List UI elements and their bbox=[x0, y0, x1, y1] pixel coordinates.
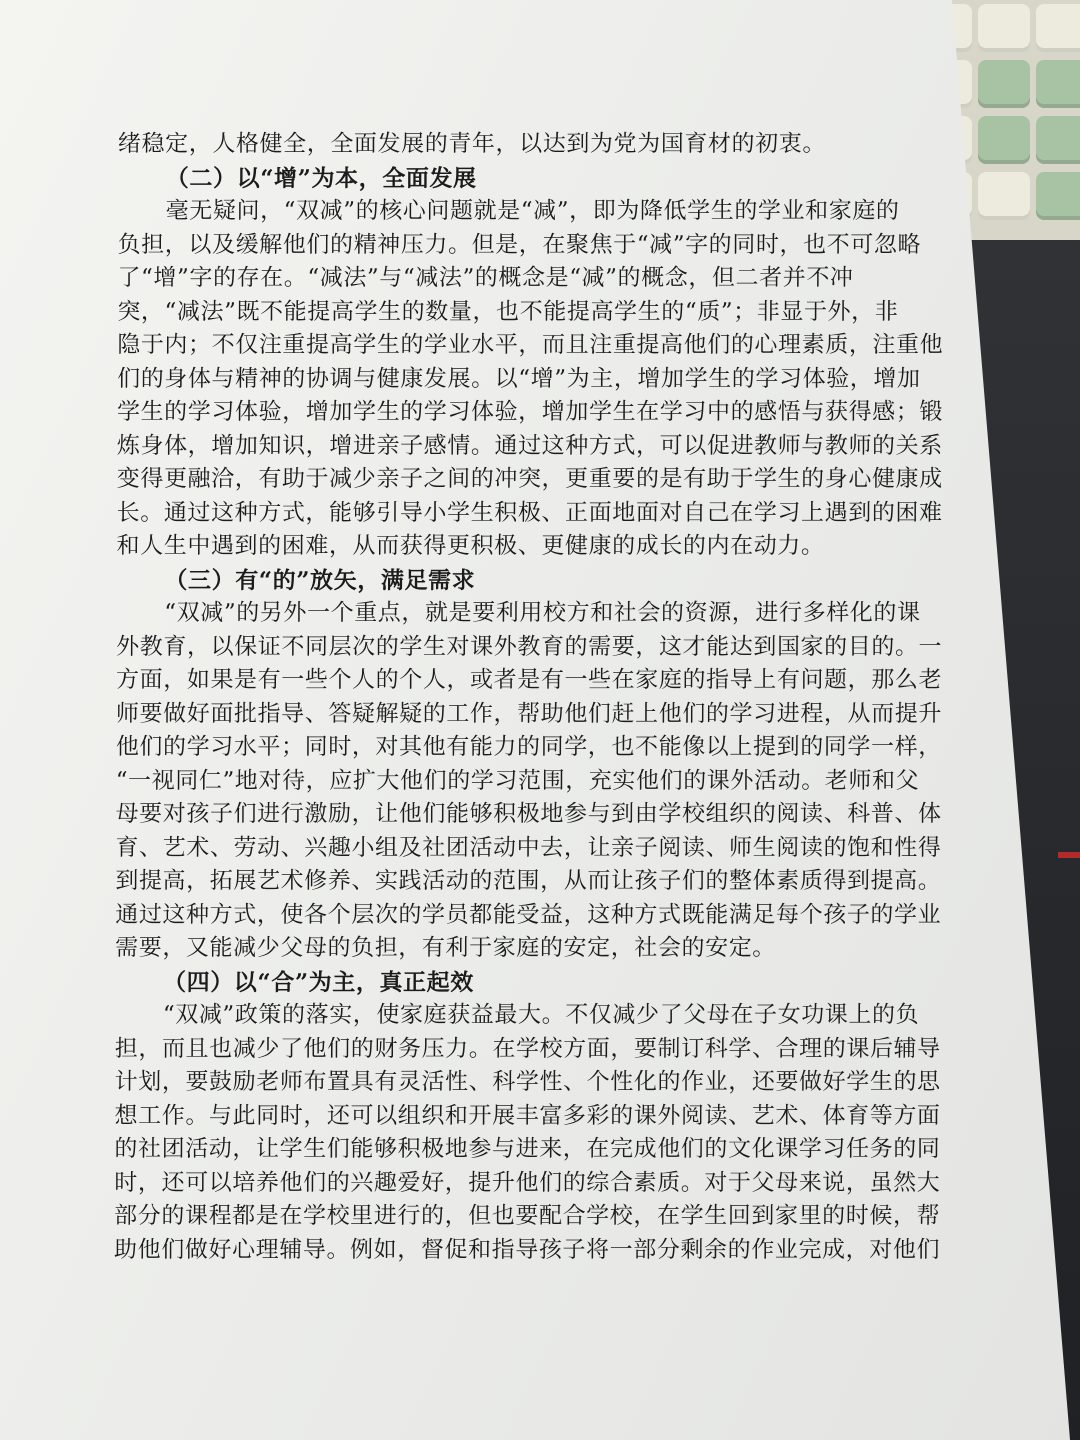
section-heading: （四）以“合”为主，真正起效 bbox=[162, 968, 474, 996]
text-line: 想工作。与此同时，还可以组织和开展丰富多彩的课外阅读、艺术、体育等方面 bbox=[114, 1102, 941, 1129]
text-line: 助他们做好心理辅导。例如，督促和指导孩子将一部分剩余的作业完成，对他们 bbox=[114, 1236, 941, 1263]
text-line: 母要对孩子们进行激励，让他们能够积极地参与到由学校组织的阅读、科普、体 bbox=[115, 801, 942, 828]
text-line: 负担，以及缓解他们的精神压力。但是，在聚焦于“减”字的同时，也不可忽略 bbox=[117, 231, 922, 258]
text-line: “一视同仁”地对待，应扩大他们的学习范围，充实他们的课外活动。老师和父 bbox=[115, 767, 920, 794]
text-line: “双减”的另外一个重点，就是要利用校方和社会的资源，进行多样化的课 bbox=[164, 600, 921, 627]
text-line: 们的身体与精神的协调与健康发展。以“增”为主，增加学生的学习体验，增加 bbox=[117, 365, 921, 392]
text-line: 的社团活动，让学生们能够积极地参与进来，在完成他们的文化课学习任务的同 bbox=[114, 1136, 941, 1163]
text-line: 变得更融洽，有助于减少亲子之间的冲突，更重要的是有助于学生的身心健康成 bbox=[116, 466, 943, 493]
document-body bbox=[114, 128, 968, 1267]
text-line: 他们的学习水平；同时，对其他有能力的同学，也不能像以上提到的同学一样， bbox=[115, 734, 942, 761]
section-heading: （二）以“增”为本，全面发展 bbox=[165, 164, 477, 192]
text-line: 和人生中遇到的困难，从而获得更积极、更健康的成长的内在动力。 bbox=[116, 533, 825, 560]
text-line: 通过这种方式，使各个层次的学员都能受益，这种方式既能满足每个孩子的学业 bbox=[115, 901, 942, 928]
text-line: 长。通过这种方式，能够引导小学生积极、正面地面对自己在学习上遇到的困难 bbox=[116, 499, 943, 526]
text-line: “双减”政策的落实，使家庭获益最大。不仅减少了父母在子女功课上的负 bbox=[162, 1002, 920, 1029]
text-line: 绪稳定，人格健全，全面发展的青年，以达到为党为国育材的初衷。 bbox=[117, 131, 826, 158]
text-line: 学生的学习体验，增加学生的学习体验，增加学生在学习中的感悟与获得感；锻 bbox=[116, 399, 944, 426]
text-line: 需要，又能减少父母的负担，有利于家庭的安定，社会的安定。 bbox=[115, 935, 776, 962]
text-line: 到提高，拓展艺术修养、实践活动的范围，从而让孩子们的整体素质得到提高。 bbox=[115, 868, 942, 895]
red-accent bbox=[1058, 852, 1080, 858]
text-line: 育、艺术、劳动、兴趣小组及社团活动中去，让亲子阅读、师生阅读的饱和性得 bbox=[115, 834, 942, 861]
text-line: 毫无疑问，“双减”的核心问题就是“减”，即为降低学生的学业和家庭的 bbox=[165, 198, 900, 225]
text-line: 突，“减法”既不能提高学生的数量，也不能提高学生的“质”；非显于外，非 bbox=[117, 298, 899, 325]
text-line: 方面，如果是有一些个人的个人，或者是有一些在家庭的指导上有问题，那么老 bbox=[116, 667, 943, 694]
text-line: 计划，要鼓励老师布置具有灵活性、科学性、个性化的作业，还要做好学生的思 bbox=[114, 1069, 941, 1096]
text-line: 隐于内；不仅注重提高学生的学业水平，而且注重提高他们的心理素质，注重他 bbox=[117, 332, 944, 359]
text-line: 师要做好面批指导、答疑解疑的工作，帮助他们赶上他们的学习进程，从而提升 bbox=[115, 700, 942, 727]
text-line: 外教育，以保证不同层次的学生对课外教育的需要，这才能达到国家的目的。一 bbox=[116, 633, 943, 660]
text-line: 炼身体，增加知识，增进亲子感情。通过这种方式，可以促进教师与教师的关系 bbox=[116, 432, 943, 459]
text-line: 担，而且也减少了他们的财务压力。在学校方面，要制订科学、合理的课后辅导 bbox=[114, 1035, 941, 1062]
text-line: 时，还可以培养他们的兴趣爱好，提升他们的综合素质。对于父母来说，虽然大 bbox=[114, 1169, 941, 1196]
text-line: 了“增”字的存在。“减法”与“减法”的概念是“减”的概念，但二者并不冲 bbox=[117, 265, 854, 292]
section-heading: （三）有“的”放矢，满足需求 bbox=[164, 566, 476, 594]
text-line: 部分的课程都是在学校里进行的，但也要配合学校，在学生回到家里的时候，帮 bbox=[114, 1203, 941, 1230]
